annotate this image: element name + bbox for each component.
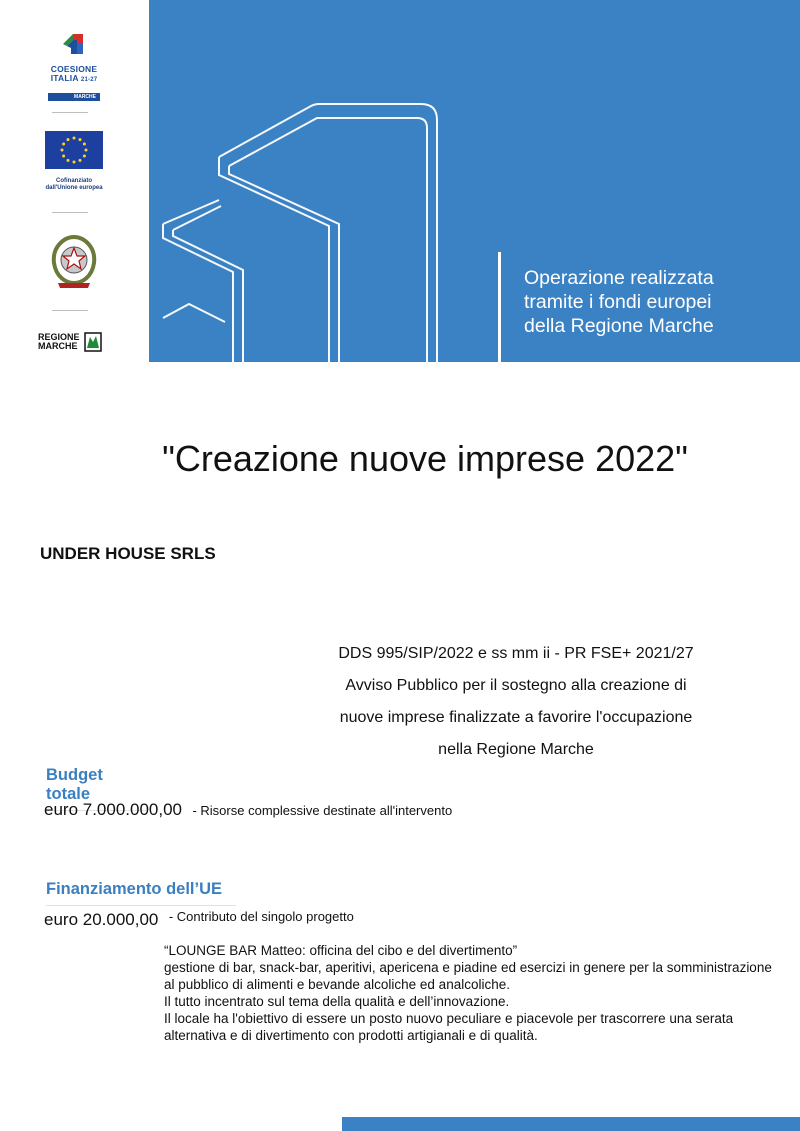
- avviso-block: [300, 638, 732, 766]
- logo-divider: [52, 310, 88, 311]
- banner-text: [524, 266, 714, 338]
- project-line: Il tutto incentrato sul tema della qualità e dell’innovazione.: [164, 994, 510, 1009]
- project-title: “LOUNGE BAR Matteo: officina del cibo e del divertimento”: [164, 943, 518, 958]
- coesione-mark-icon: [59, 30, 89, 60]
- coesione-text: COESIONE ITALIA 21-27: [50, 64, 98, 83]
- footer-bar: [342, 1117, 800, 1131]
- budget-amount: euro 7.000.000,00: [44, 800, 183, 819]
- funding-amount: euro 20.000,00: [44, 910, 159, 929]
- budget-amount-line: [44, 800, 452, 820]
- page-title: "Creazione nuove imprese 2022": [162, 438, 688, 479]
- header-banner: [149, 0, 800, 362]
- regione-marche-logo: [38, 332, 108, 352]
- budget-description: - Risorse complessive destinate all'intervento: [192, 803, 453, 818]
- project-line: Il locale ha l'obiettivo di essere un posto nuovo peculiare e piacevole per trascorrere una serata alternativa e di divertimento con prodotti artigianali e di qualità.: [164, 1011, 734, 1043]
- banner-line: tramite i fondi europei: [524, 291, 712, 313]
- avviso-line: nella Regione Marche: [438, 741, 594, 758]
- banner-line: Operazione realizzata: [524, 267, 714, 289]
- republic-emblem-icon: [48, 233, 100, 291]
- avviso-line: nuove imprese finalizzate a favorire l'occupazione: [339, 709, 693, 726]
- funding-description: - Contributo del singolo progetto: [168, 909, 354, 924]
- regione-marche-text: REGIONE MARCHE: [38, 332, 80, 351]
- project-line: gestione di bar, snack-bar, aperitivi, apericena e piadine ed esercizi in genere per la somministrazione al pubblico di alimenti e bevande alcoliche ed analcoliche.: [164, 960, 772, 992]
- coesione-region-bar: MARCHE: [48, 93, 100, 101]
- coesione-italia-logo: [0, 30, 148, 103]
- budget-heading: Budget totale: [46, 766, 146, 811]
- regione-marche-shield-icon: [84, 332, 102, 352]
- eu-flag-icon: [45, 131, 103, 169]
- funding-heading: Finanziamento dell’UE: [46, 880, 236, 906]
- avviso-line: Avviso Pubblico per il sostegno alla creazione di: [345, 677, 687, 694]
- project-description: [164, 942, 774, 1044]
- banner-line: della Regione Marche: [524, 315, 714, 337]
- avviso-line: DDS 995/SIP/2022 e ss mm ii - PR FSE+ 2021/27: [338, 645, 694, 662]
- logo-divider: [52, 112, 88, 113]
- logo-divider: [52, 212, 88, 213]
- funding-amount-line: [44, 910, 354, 930]
- italian-republic-emblem: [0, 233, 148, 296]
- eu-caption: Cofinanziato dall'Unione europea: [45, 178, 103, 191]
- company-name: UNDER HOUSE SRLS: [40, 544, 216, 563]
- logo-sidebar: [0, 0, 148, 362]
- eu-flag-logo: [0, 131, 148, 192]
- banner-divider: [498, 252, 501, 362]
